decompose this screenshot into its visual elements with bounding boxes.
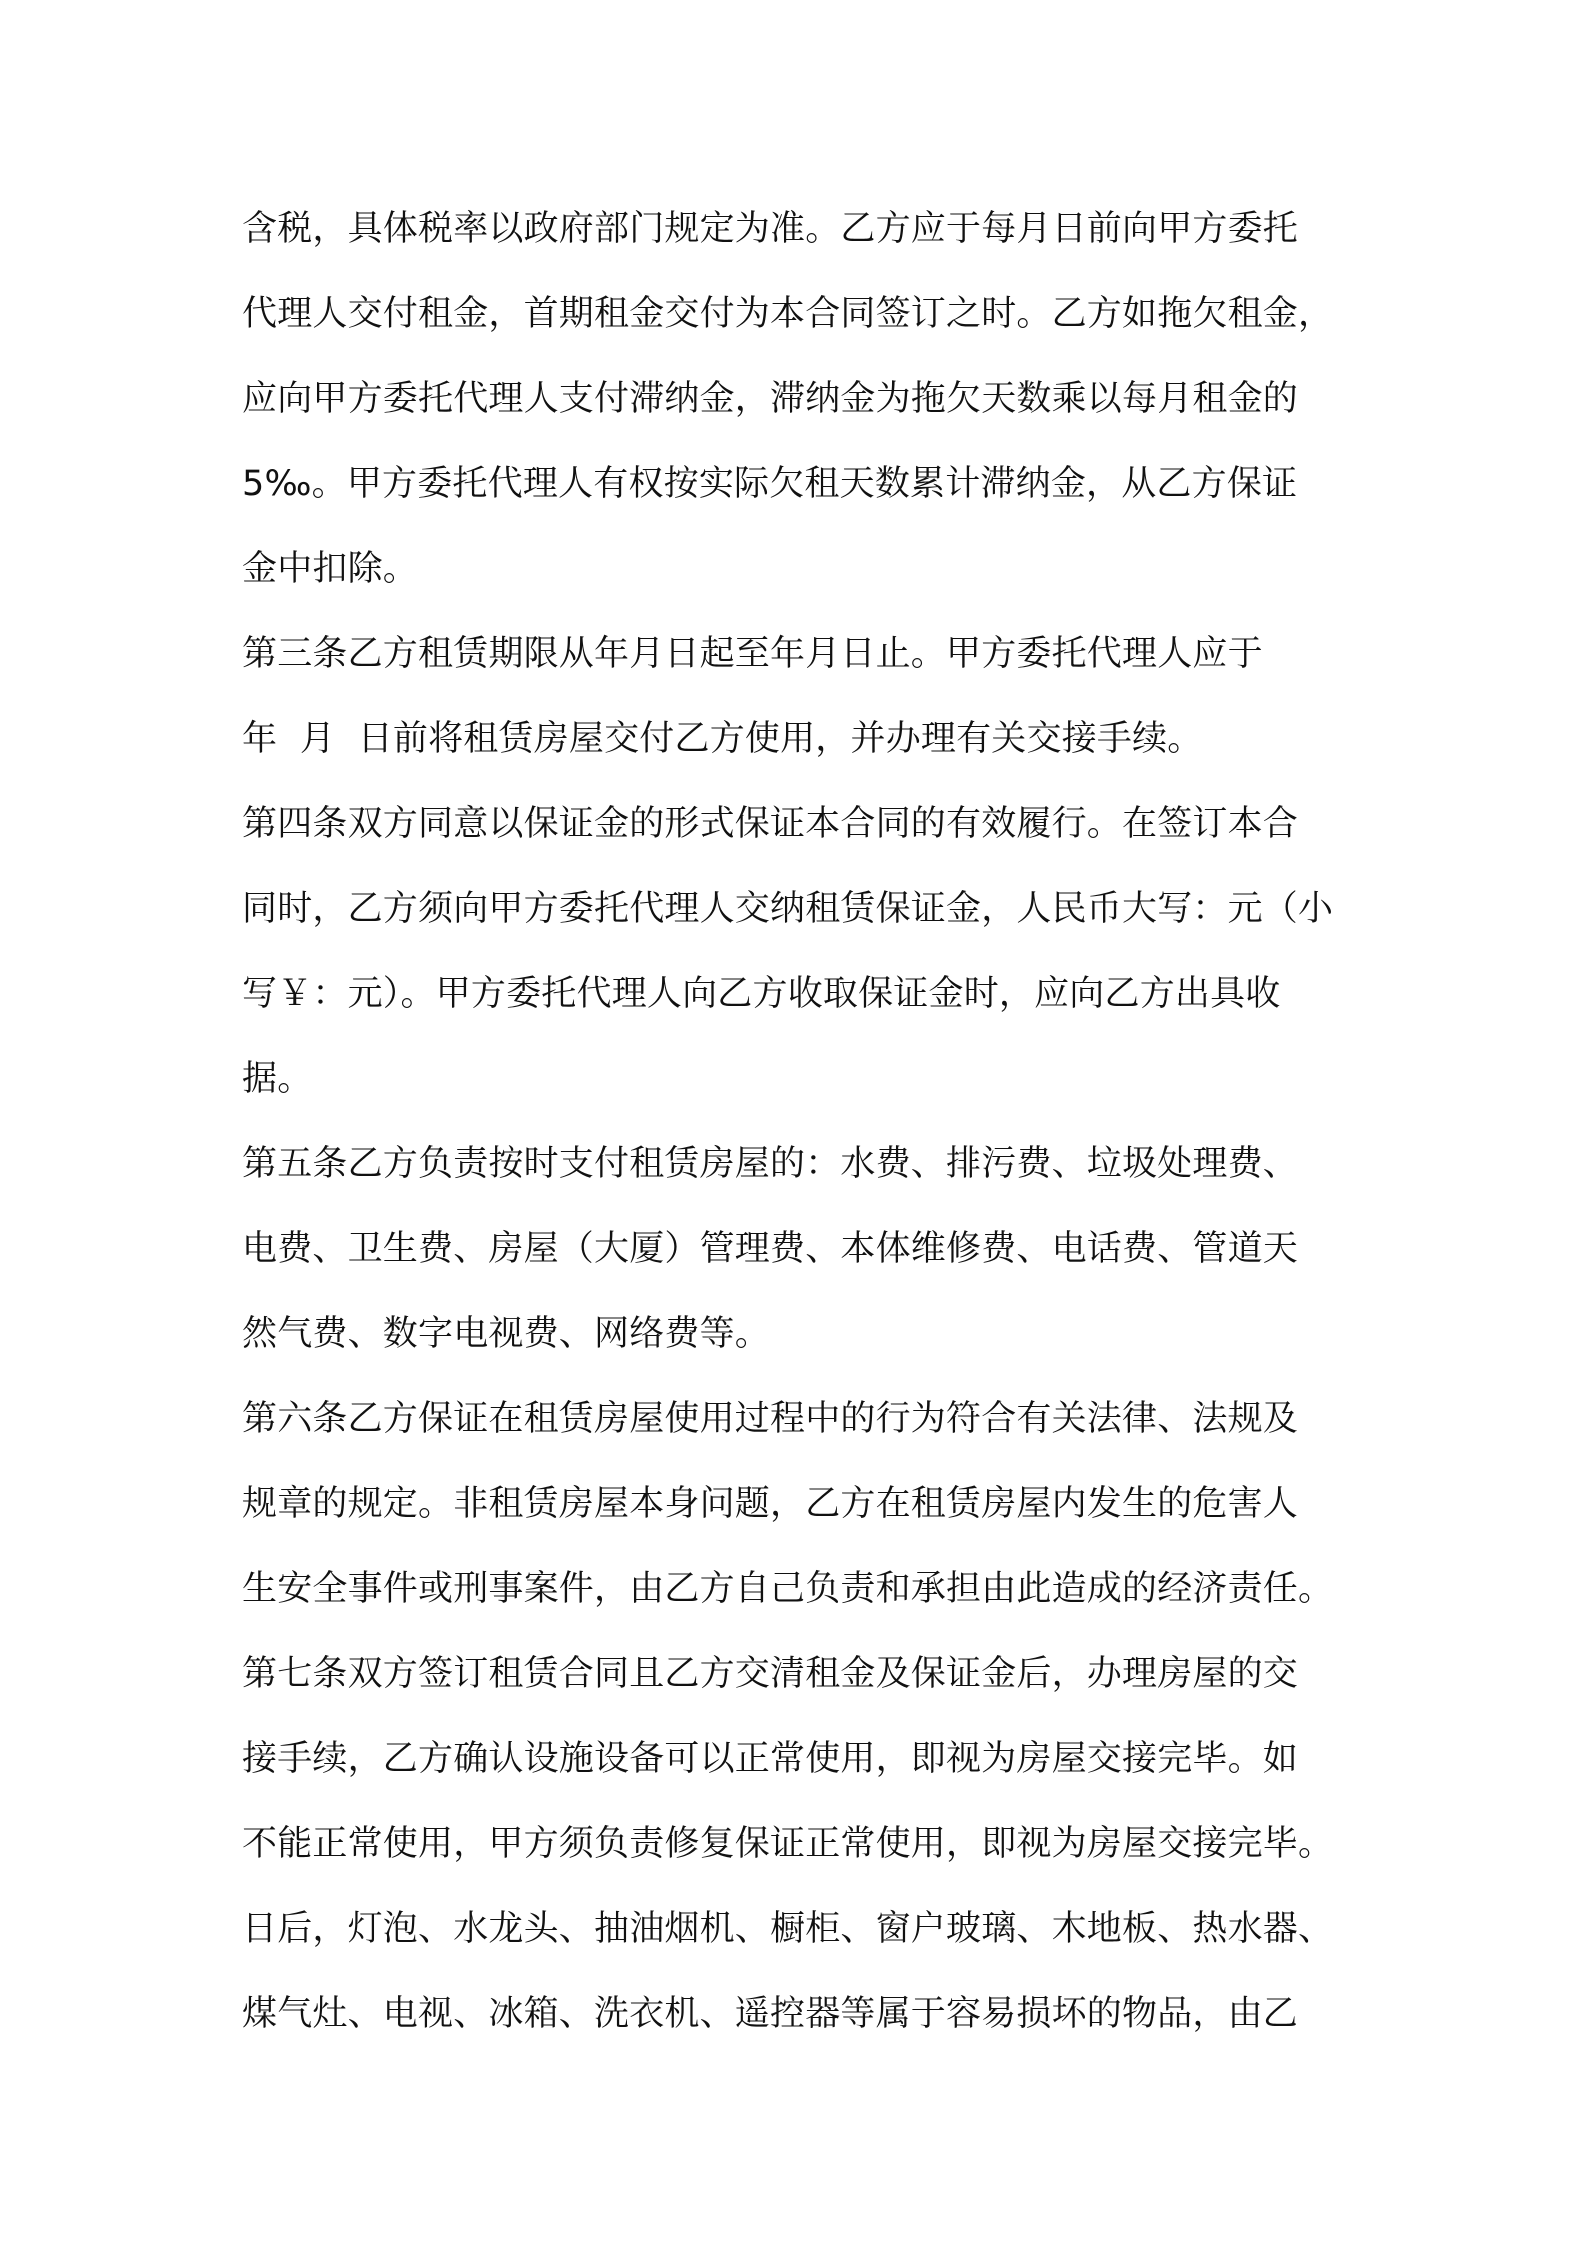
text-line: 写￥：元）。甲方委托代理人向乙方收取保证金时，应向乙方出具收 [242,974,1281,1014]
text-line: 第三条乙方租赁期限从年月日起至年月日止。甲方委托代理人应于 [242,634,1263,674]
text-line: 煤气灶、电视、冰箱、洗衣机、遥控器等属于容易损坏的物品，由乙 [242,1994,1299,2034]
text-line: 接手续，乙方确认设施设备可以正常使用，即视为房屋交接完毕。如 [242,1739,1299,1779]
text-line: 规章的规定。非租赁房屋本身问题，乙方在租赁房屋内发生的危害人 [242,1484,1299,1524]
text-line: 然气费、数字电视费、网络费等。 [242,1314,771,1354]
text-line: 第七条双方签订租赁合同且乙方交清租金及保证金后，办理房屋的交 [242,1654,1299,1694]
text-line: 金中扣除。 [242,549,419,589]
document-body [242,187,1352,2057]
text-line: 同时，乙方须向甲方委托代理人交纳租赁保证金，人民币大写：元（小 [242,889,1334,929]
text-line: 应向甲方委托代理人支付滞纳金，滞纳金为拖欠天数乘以每月租金的 [242,379,1299,419]
text-line: 5‰。甲方委托代理人有权按实际欠租天数累计滞纳金，从乙方保证 [242,464,1298,504]
text-line: 年 月 日前将租赁房屋交付乙方使用，并办理有关交接手续。 [242,719,1203,759]
text-line: 代理人交付租金，首期租金交付为本合同签订之时。乙方如拖欠租金， [242,294,1334,334]
text-line: 不能正常使用，甲方须负责修复保证正常使用，即视为房屋交接完毕。 [242,1824,1334,1864]
text-line: 含税，具体税率以政府部门规定为准。乙方应于每月日前向甲方委托 [242,209,1299,249]
text-line: 据。 [242,1059,313,1099]
text-line: 生安全事件或刑事案件，由乙方自己负责和承担由此造成的经济责任。 [242,1569,1334,1609]
text-line: 电费、卫生费、房屋（大厦）管理费、本体维修费、电话费、管道天 [242,1229,1299,1269]
text-line: 第五条乙方负责按时支付租赁房屋的：水费、排污费、垃圾处理费、 [242,1144,1299,1184]
text-line: 第六条乙方保证在租赁房屋使用过程中的行为符合有关法律、法规及 [242,1399,1299,1439]
text-line: 日后，灯泡、水龙头、抽油烟机、橱柜、窗户玻璃、木地板、热水器、 [242,1909,1334,1949]
text-line: 第四条双方同意以保证金的形式保证本合同的有效履行。在签订本合 [242,804,1299,844]
